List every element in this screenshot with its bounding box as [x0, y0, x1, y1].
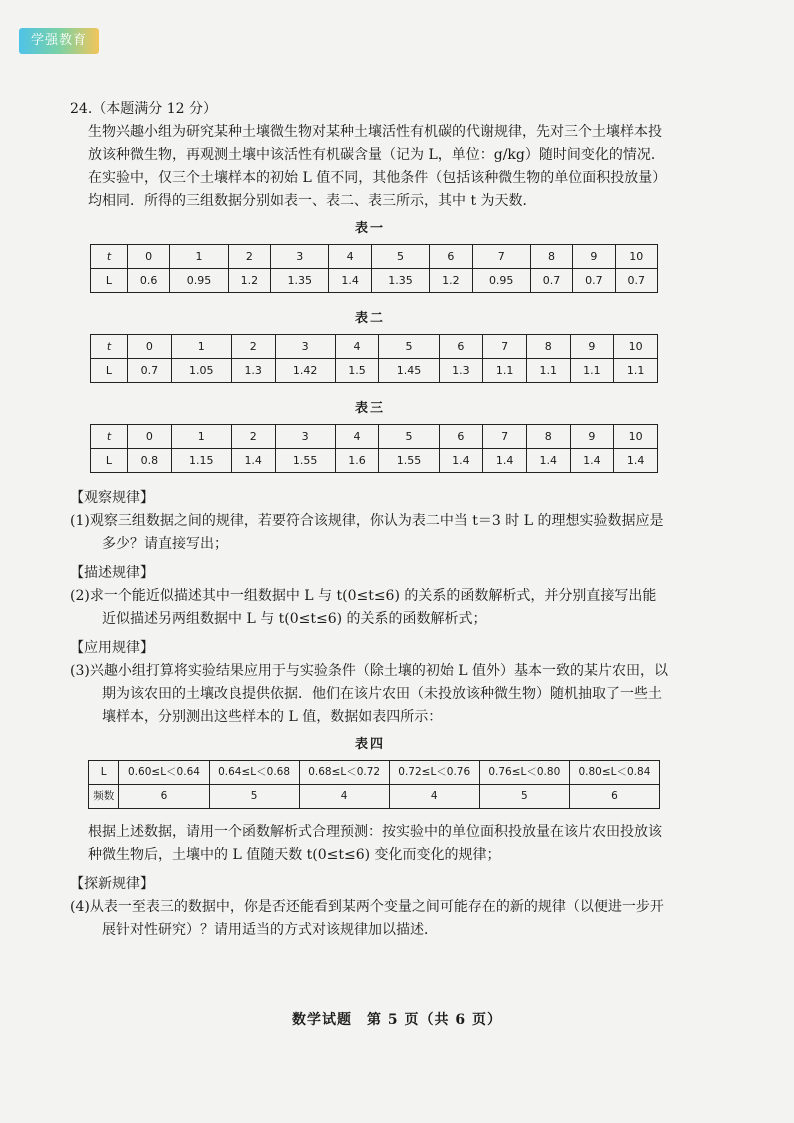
- table-row-label: t: [91, 245, 128, 269]
- table-t-cell: 10: [615, 245, 657, 269]
- table-L-cell: 1.1: [483, 359, 527, 383]
- table-L-cell: 0.7: [128, 359, 172, 383]
- table-t-cell: 7: [483, 335, 527, 359]
- table-t-cell: 3: [271, 245, 329, 269]
- table-t-cell: 1: [170, 245, 228, 269]
- table4-freq-cell: 4: [299, 785, 389, 809]
- table4-freq-cell: 5: [479, 785, 569, 809]
- section-observe-title: 【观察规律】: [70, 490, 154, 506]
- table-t-cell: 9: [570, 425, 614, 449]
- table-t-cell: 5: [379, 335, 439, 359]
- table-row-label: L: [91, 359, 128, 383]
- table-L-cell: 1.35: [371, 269, 429, 293]
- table-L-cell: 1.4: [329, 269, 371, 293]
- table4-caption: 表四: [354, 737, 385, 752]
- table-L-cell: 1.4: [614, 449, 658, 473]
- table-t-cell: 8: [530, 245, 572, 269]
- table4-row-label: L: [89, 761, 119, 785]
- table-t-cell: 4: [335, 335, 379, 359]
- table-L-row: [91, 449, 658, 473]
- table-t-cell: 0: [128, 245, 170, 269]
- question-header: 24.（本题满分 12 分）: [70, 101, 217, 117]
- section-describe-title: 【描述规律】: [70, 565, 154, 581]
- data-tables: [70, 217, 670, 481]
- table-t-cell: 5: [379, 425, 439, 449]
- table-t-cell: 4: [335, 425, 379, 449]
- table4-freq-cell: 6: [119, 785, 209, 809]
- table-L-cell: 1.55: [275, 449, 335, 473]
- table-L-cell: 0.8: [128, 449, 172, 473]
- table-t-cell: 2: [231, 335, 275, 359]
- table-t-cell: 1: [171, 335, 231, 359]
- table-L-row: [91, 269, 658, 293]
- table-L-cell: 1.35: [271, 269, 329, 293]
- question-4: (4)从表一至表三的数据中，你是否还能看到某两个变量之间可能存在的新的规律（以便进一步开展针对性研究）？请用适当的方式对该规律加以描述．: [70, 899, 664, 938]
- table-L-cell: 1.3: [231, 359, 275, 383]
- table-t-cell: 1: [171, 425, 231, 449]
- table4-range-row: [89, 761, 660, 785]
- table-t-cell: 6: [439, 335, 483, 359]
- table-L-cell: 1.3: [439, 359, 483, 383]
- table-L-cell: 1.15: [171, 449, 231, 473]
- table-L-cell: 0.7: [530, 269, 572, 293]
- table-L-cell: 1.4: [526, 449, 570, 473]
- table-t-cell: 8: [526, 335, 570, 359]
- table-L-cell: 1.55: [379, 449, 439, 473]
- table-t-row: [91, 425, 658, 449]
- table-t-row: [91, 335, 658, 359]
- table-L-cell: 1.42: [275, 359, 335, 383]
- table-L-cell: 0.95: [472, 269, 530, 293]
- brand-logo: 学强教育: [19, 28, 99, 54]
- table-L-cell: 0.6: [128, 269, 170, 293]
- table4-range-cell: 0.64≤L＜0.68: [209, 761, 299, 785]
- question-intro: 生物兴趣小组为研究某种土壤微生物对某种土壤活性有机碳的代谢规律，先对三个土壤样本投放该种微生物，再观测土壤中该活性有机碳含量（记为 L，单位：g/kg）随时间变化的情况．在实验中，仅三个土壤样本的初始 L 值不同，其他条件（包括该种微生物的单位面积投放量）均相同．所得的三组数据分别如表一、表二、表三所示，其中 t 为天数．: [88, 124, 667, 209]
- table-L-cell: 1.5: [335, 359, 379, 383]
- table-L-cell: 1.1: [526, 359, 570, 383]
- table-L-cell: 0.95: [170, 269, 228, 293]
- table-t-cell: 2: [231, 425, 275, 449]
- table4-range-cell: 0.80≤L＜0.84: [569, 761, 659, 785]
- table4-freq-row: [89, 785, 660, 809]
- table4-range-cell: 0.72≤L＜0.76: [389, 761, 479, 785]
- table4-row-label: 频数: [89, 785, 119, 809]
- table-t-cell: 2: [228, 245, 270, 269]
- table-t-cell: 8: [526, 425, 570, 449]
- table-L-cell: 1.4: [570, 449, 614, 473]
- table-t-cell: 6: [430, 245, 472, 269]
- table-t-cell: 3: [275, 335, 335, 359]
- table-L-cell: 1.1: [614, 359, 658, 383]
- data-table-1: [90, 244, 658, 293]
- data-table-2: [90, 334, 658, 383]
- table-row-label: t: [91, 335, 128, 359]
- question-3-continued: 根据上述数据，请用一个函数解析式合理预测：按实验中的单位面积投放量在该片农田投放该种微生物后，土壤中的 L 值随天数 t(0≤t≤6) 变化而变化的规律；: [88, 824, 662, 863]
- table-L-cell: 1.4: [483, 449, 527, 473]
- table-t-row: [91, 245, 658, 269]
- table-L-cell: 0.7: [573, 269, 615, 293]
- table-t-cell: 9: [570, 335, 614, 359]
- table-t-cell: 4: [329, 245, 371, 269]
- table-L-cell: 1.4: [231, 449, 275, 473]
- table-t-cell: 0: [128, 425, 172, 449]
- table-caption: 表一: [354, 221, 385, 236]
- table4-range-cell: 0.68≤L＜0.72: [299, 761, 389, 785]
- section-apply-title: 【应用规律】: [70, 640, 154, 656]
- table-t-cell: 5: [371, 245, 429, 269]
- table-L-cell: 1.2: [228, 269, 270, 293]
- page-footer: 数学试题 第 5 页（共 6 页）: [292, 1012, 502, 1028]
- table4-freq-cell: 4: [389, 785, 479, 809]
- table-row-label: L: [91, 269, 128, 293]
- table-4: [88, 760, 660, 809]
- table-t-cell: 10: [614, 335, 658, 359]
- table-row-label: t: [91, 425, 128, 449]
- table-L-row: [91, 359, 658, 383]
- table-t-cell: 0: [128, 335, 172, 359]
- table-t-cell: 10: [614, 425, 658, 449]
- table-L-cell: 1.45: [379, 359, 439, 383]
- data-table-3: [90, 424, 658, 473]
- table-L-cell: 1.6: [335, 449, 379, 473]
- table-L-cell: 1.4: [439, 449, 483, 473]
- table-t-cell: 7: [472, 245, 530, 269]
- table-t-cell: 6: [439, 425, 483, 449]
- table-L-cell: 0.7: [615, 269, 657, 293]
- table4-freq-cell: 6: [569, 785, 659, 809]
- table-caption: 表三: [354, 401, 385, 416]
- question-3: (3)兴趣小组打算将实验结果应用于与实验条件（除土壤的初始 L 值外）基本一致的某片农田，以期为该农田的土壤改良提供依据．他们在该片农田（未投放该种微生物）随机抽取了一些土壤样本，分别测出这些样本的 L 值，数据如表四所示：: [70, 663, 669, 725]
- table-L-cell: 1.1: [570, 359, 614, 383]
- table4-freq-cell: 5: [209, 785, 299, 809]
- table4-range-cell: 0.76≤L＜0.80: [479, 761, 569, 785]
- table-L-cell: 1.05: [171, 359, 231, 383]
- question-2: (2)求一个能近似描述其中一组数据中 L 与 t(0≤t≤6) 的关系的函数解析式，并分别直接写出能近似描述另两组数据中 L 与 t(0≤t≤6) 的关系的函数解析式；: [70, 588, 657, 627]
- table-caption: 表二: [354, 311, 385, 326]
- table-t-cell: 9: [573, 245, 615, 269]
- table-t-cell: 7: [483, 425, 527, 449]
- question-24: [70, 98, 670, 942]
- question-1: (1)观察三组数据之间的规律，若要符合该规律，你认为表二中当 t＝3 时 L 的理想实验数据应是多少？请直接写出；: [70, 513, 664, 552]
- table-t-cell: 3: [275, 425, 335, 449]
- table-row-label: L: [91, 449, 128, 473]
- section-explore-title: 【探新规律】: [70, 876, 154, 892]
- table4-range-cell: 0.60≤L＜0.64: [119, 761, 209, 785]
- table-L-cell: 1.2: [430, 269, 472, 293]
